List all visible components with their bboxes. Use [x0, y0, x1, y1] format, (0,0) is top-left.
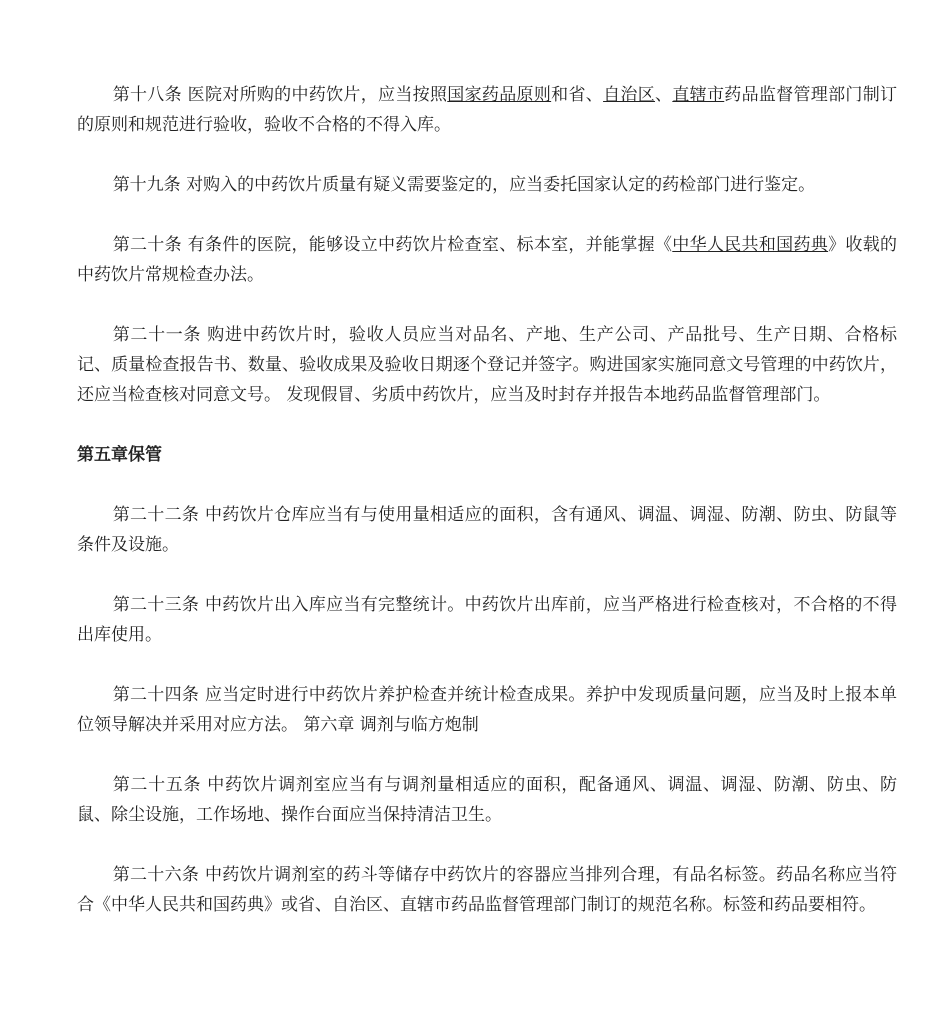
link-autonomous-region[interactable]: 自治区 [603, 85, 656, 105]
link-municipality[interactable]: 直辖市 [672, 85, 725, 105]
article-20-text-2: 》收载的中药饮片常规检查办法。 [77, 235, 898, 285]
article-21: 第二十一条 购进中药饮片时，验收人员应当对品名、产地、生产公司、产品批号、生产日期、合格标记、质量检查报告书、数量、验收成果及验收日期逐个登记并签字。购进国家实施同意文号管理的中药饮片，还应当检查核对同意文号。 发现假冒、劣质中药饮片，应当及时封存并报告本地药品监督管理部门。 [77, 325, 897, 405]
article-18-text-2: 和省、 [551, 85, 604, 105]
article-20 [77, 230, 897, 290]
chapter-5-heading: 第五章保管 [77, 445, 162, 465]
article-25: 第二十五条 中药饮片调剂室应当有与调剂量相适应的面积，配备通风、调温、调湿、防潮、防虫、防鼠、除尘设施，工作场地、操作台面应当保持清洁卫生。 [77, 775, 897, 825]
article-24: 第二十四条 应当定时进行中药饮片养护检查并统计检查成果。养护中发现质量问题，应当及时上报本单位领导解决并采用对应方法。 第六章 调剂与临方炮制 [77, 685, 897, 735]
article-20-text-1: 第二十条 有条件的医院，能够设立中药饮片检查室、标本室，并能掌握《 [112, 235, 673, 255]
article-19: 第十九条 对购入的中药饮片质量有疑义需要鉴定的，应当委托国家认定的药检部门进行鉴定。 [112, 175, 816, 195]
article-18-text-4: 药品监督管理部门制订的原则和规范进行验收，验收不合格的不得入库。 [77, 85, 898, 135]
article-18-text-1: 第十八条 医院对所购的中药饮片，应当按照 [112, 85, 448, 105]
article-22: 第二十二条 中药饮片仓库应当有与使用量相适应的面积，含有通风、调温、调湿、防潮、防虫、防鼠等条件及设施。 [77, 505, 897, 555]
article-18-text-3: 、 [655, 85, 673, 105]
article-23: 第二十三条 中药饮片出入库应当有完整统计。中药饮片出库前，应当严格进行检查核对，不合格的不得出库使用。 [77, 595, 897, 645]
article-26: 第二十六条 中药饮片调剂室的药斗等储存中药饮片的容器应当排列合理，有品名标签。药品名称应当符合《中华人民共和国药典》或省、自治区、直辖市药品监督管理部门制订的规范名称。标签和药品要相符。 [77, 865, 897, 915]
document-body [77, 80, 897, 950]
link-pharmacopoeia[interactable]: 中华人民共和国药典 [672, 235, 829, 255]
link-national-drug-principles[interactable]: 国家药品原则 [447, 85, 552, 105]
article-18 [77, 80, 897, 140]
